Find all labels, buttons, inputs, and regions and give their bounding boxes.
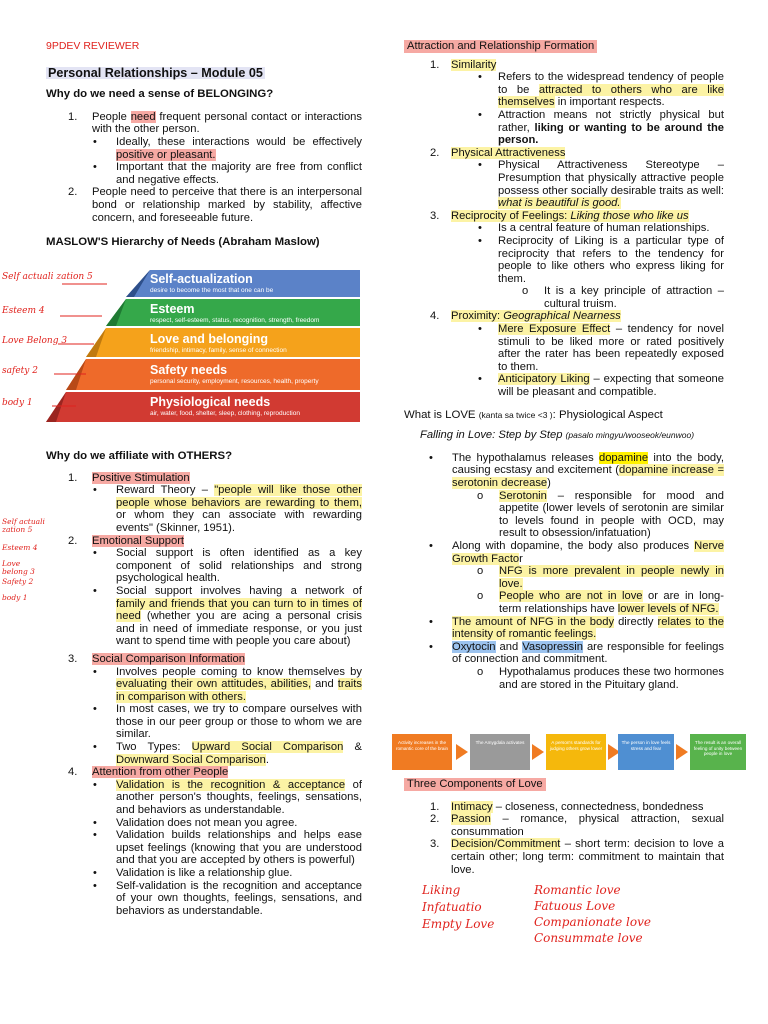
text: Physical Attractiveness Stereotype – Presumption that physically attractive people possess other socially desirable traits as well:	[498, 159, 724, 197]
list-item: 1. Positive Stimulation	[68, 471, 190, 484]
text: The hypothalamus releases	[452, 451, 599, 464]
flow-arrow	[456, 744, 468, 760]
list-item: o It is a key principle of attraction – cultural truism.	[404, 285, 724, 310]
text: – short term: decision to love a certain other; long term: commitment to maintain that love.	[451, 838, 724, 876]
text: – responsible for mood and appetite (lower levels of serotonin are similar to levels found in people with OCD, may result to obsession/infatuation)	[499, 489, 724, 540]
highlight: dopamine increase = serotonin decrease	[452, 464, 724, 489]
hand-note: body 1	[2, 593, 28, 602]
list-item	[404, 641, 724, 666]
components-heading: Three Components of Love	[404, 778, 546, 791]
list-item: 1. People need frequent personal contact or interactions with the other person.	[68, 110, 362, 136]
hand-note: Esteem 4	[2, 543, 38, 552]
text: – tendency for novel stimuli to be liked more or rated positively after the rater has been repeatedly exposed to them.	[498, 323, 724, 373]
left-column	[46, 40, 362, 249]
tier-label: Love and belonging	[150, 332, 269, 346]
list-item: • In most cases, we try to compare ourselves with those in our peer group or those to whom we are similar.	[46, 703, 362, 741]
text: and	[495, 640, 523, 653]
text: of another person's thoughts, feelings, sensations, and behaviors as understandable.	[116, 778, 362, 817]
flow-arrow	[532, 744, 544, 760]
highlight: need	[130, 110, 156, 123]
list-item: 2. People need to perceive that there is an interpersonal bond or relationship marked by stability, affective concern, and foreseeable future.	[68, 186, 362, 224]
highlight: Social Comparison Information	[92, 652, 245, 665]
small-text: (kanta sa twice <3 )	[478, 409, 553, 420]
list-item	[404, 590, 724, 615]
tier-label: Self-actualization	[150, 272, 253, 286]
text: and	[311, 678, 338, 691]
highlight: Serotonin	[499, 489, 547, 502]
tier-desc: friendship, intimacy, family, sense of connection	[150, 347, 287, 354]
text: Two Types:	[116, 741, 192, 754]
list-item: • Is a central feature of human relationships.	[404, 222, 724, 235]
highlight: Upward Social Comparison	[191, 741, 344, 754]
list-item	[46, 585, 362, 648]
list-item: 3. Decision/Commitment – short term: decision to love a certain other; long term: commitment to maintain that love.	[430, 838, 724, 876]
attraction-heading: Attraction and Relationship Formation	[404, 40, 597, 53]
highlight: Intimacy	[451, 800, 493, 813]
text: &	[343, 741, 362, 754]
text: Involves people coming to know themselves by	[116, 665, 362, 678]
list-item: • Validation is like a relationship glue.	[46, 867, 362, 880]
tier-desc: air, water, food, shelter, sleep, clothing, reproduction	[150, 410, 300, 417]
text: Reciprocity of Feelings:	[451, 209, 571, 222]
list-item	[404, 490, 724, 540]
text: : Physiological Aspect	[552, 408, 663, 421]
affiliate-heading: Why do we affiliate with OTHERS?	[46, 450, 233, 462]
highlight: Vasopressin	[522, 640, 583, 653]
highlight: NFG is more prevalent in people newly in love.	[499, 565, 724, 590]
list-item: • Social support is often identified as a key component of solid relationships and strong psychological health.	[46, 547, 362, 585]
highlight: Decision/Commitment	[451, 838, 561, 851]
tier-label: Safety needs	[150, 363, 228, 377]
list-item: • Reciprocity of Liking is a particular type of reciprocity that refers to the tendency for people to like others who express liking for them.	[404, 235, 724, 285]
list-item	[404, 159, 724, 209]
highlight: Physical Attractiveness	[451, 146, 566, 159]
bold-text: liking or wanting to be around the person.	[498, 121, 724, 147]
page-title: Personal Relationships – Module 05	[48, 65, 263, 80]
list-item: • Self-validation is the recognition and acceptance of your own thoughts, feelings, sensations, and behaviors as understandable.	[46, 880, 362, 918]
italic-text: Falling in Love: Step by Step	[420, 429, 566, 442]
tier-desc: personal security, employment, resources, health, property	[150, 378, 319, 385]
hand-note: Infatuatio	[422, 900, 482, 914]
hand-note: Self actuali zation 5	[2, 272, 93, 282]
highlight: The amount of NFG in the body	[452, 615, 615, 628]
hand-note: Companionate love	[534, 915, 651, 929]
highlight: Anticipatory Liking	[498, 373, 590, 386]
belonging-list	[46, 111, 362, 224]
highlight: family and friends that you can turn to in times of need	[116, 597, 362, 623]
list-item: o Hypothalamus produces these two hormones and are stored in the Pituitary gland.	[404, 666, 724, 691]
list-item	[46, 136, 362, 161]
list-item: 2. Physical Attractiveness	[430, 146, 566, 159]
list-item: 2. Passion – romance, physical attraction, sexual consummation	[430, 813, 724, 838]
hand-note: Empty Love	[422, 917, 495, 931]
tier-label: Physiological needs	[150, 395, 271, 409]
list-item: 1. Similarity	[430, 58, 497, 71]
hand-lines	[2, 272, 112, 412]
list-item: 4. Attention from other People	[68, 766, 229, 779]
list-item	[46, 484, 362, 534]
tier-desc: respect, self-esteem, status, recognition, strength, freedom	[150, 317, 320, 324]
highlight: attracted to others who are like themselves	[498, 83, 724, 109]
highlight: Passion	[451, 813, 491, 826]
highlight: positive or pleasant.	[116, 148, 216, 161]
hand-note: Consummate love	[534, 931, 643, 945]
list-item	[404, 109, 724, 147]
list-item	[46, 666, 362, 704]
right-column	[404, 40, 724, 691]
text: People	[92, 110, 131, 123]
highlight: lower levels of NFG.	[617, 602, 719, 615]
belonging-heading: Why do we need a sense of BELONGING?	[46, 88, 274, 101]
tier-label: Esteem	[150, 302, 195, 316]
highlight: Emotional Support	[92, 534, 185, 547]
italic-text: Geographical Nearness	[503, 310, 621, 323]
list-item	[404, 71, 724, 109]
affiliate-section	[46, 450, 362, 917]
list-item: 2. Emotional Support	[68, 534, 185, 547]
flow-step: The person in love feels stress and fear	[618, 734, 674, 770]
highlight: People who are not in love	[499, 590, 643, 603]
list-item: • Validation does not mean you agree.	[46, 817, 362, 830]
text: Ideally, these interactions would be effectively	[116, 135, 362, 148]
list-item	[404, 616, 724, 641]
text: )	[547, 477, 551, 489]
text: frequent personal contact or interactions with the other person.	[92, 110, 362, 136]
hand-note: Love belong 3	[2, 559, 35, 576]
list-item	[404, 323, 724, 373]
handwritten-love-types-right	[534, 882, 651, 946]
list-item: • Important that the majority are free from conflict and negative effects.	[46, 161, 362, 186]
doc-header: 9PDEV REVIEWER	[46, 40, 140, 52]
highlight: dopamine	[598, 451, 649, 464]
list-item: 3. Reciprocity of Feelings: Liking those who like us	[430, 209, 689, 222]
hand-note: Safety 2	[2, 577, 34, 586]
text: into the body, causing ecstasy and excitement (	[452, 451, 725, 477]
highlight: traits in comparison with others.	[116, 678, 362, 703]
hand-note: Esteem 4	[2, 306, 45, 316]
hand-note: Self actuali zation 5	[2, 517, 45, 534]
list-item: 4. Proximity: Geographical Nearness	[430, 310, 621, 323]
list-item: 1. Intimacy – closeness, connectedness, bondedness	[430, 800, 704, 813]
text: Attraction means not strictly physical but rather,	[498, 108, 724, 134]
text: Social support involves having a network of	[116, 584, 362, 597]
text: Proximity:	[451, 310, 504, 323]
highlight: relates to the intensity of romantic feelings.	[452, 615, 724, 641]
hand-note: body 1	[2, 398, 33, 408]
flow-step: Activity increases in the romantic core of the brain	[392, 734, 452, 770]
flow-step: A person's standards for judging others grow lower	[546, 734, 606, 770]
list-item	[46, 741, 362, 766]
flow-arrow	[676, 744, 688, 760]
hand-note: Romantic love	[534, 883, 621, 897]
love-subheading	[404, 429, 724, 442]
list-item	[46, 779, 362, 817]
hand-note: safety 2	[2, 366, 38, 376]
list-item	[404, 565, 724, 590]
highlight: Validation is the recognition & acceptance	[116, 778, 346, 791]
text: Refers to the widespread tendency of people to be	[498, 71, 724, 96]
highlight: evaluating their own attitudes, abilities,	[116, 678, 312, 691]
italic-text: Liking those who like us	[570, 209, 689, 222]
hand-note: Fatuous Love	[534, 899, 616, 913]
list-item	[404, 540, 724, 565]
highlight: Positive Stimulation	[92, 471, 190, 484]
highlight: Similarity	[451, 58, 497, 71]
tier-desc: desire to become the most that one can be	[150, 287, 274, 294]
list-item	[404, 452, 724, 490]
text: People need to perceive that there is an interpersonal bond or relationship marked by stability, affective concern, and foreseeable future.	[92, 186, 362, 224]
highlight: Mere Exposure Effect	[498, 323, 611, 336]
highlight: what is beautiful is good.	[498, 197, 621, 210]
list-item	[404, 373, 724, 398]
maslow-heading: MASLOW'S Hierarchy of Needs (Abraham Maslow)	[46, 236, 320, 249]
text: – expecting that someone will be pleasant and compatible.	[498, 373, 724, 399]
highlight: Oxytocin	[452, 640, 496, 653]
components-section	[404, 778, 724, 876]
small-text: (pasalo mingyu/wooseok/eunwoo)	[565, 430, 695, 441]
highlight: Downward Social Comparison	[116, 753, 266, 766]
text: are responsible for feelings of connection and commitment.	[452, 640, 724, 666]
text: .	[265, 753, 269, 766]
list-item: 3. Social Comparison Information	[68, 652, 245, 665]
list-item: • Validation builds relationships and helps ease upset feelings (knowing that you are understood and that you are accepted by others is powerful)	[46, 829, 362, 867]
love-heading	[404, 409, 724, 422]
flow-step: The result is an overall feeling of unity between people in love	[690, 734, 746, 770]
highlight: "people will like those other people whose behaviors are rewarding to them,	[116, 484, 362, 509]
text: r	[519, 552, 523, 565]
hand-note: Love Belong 3	[2, 336, 68, 346]
text: directly	[614, 615, 658, 628]
flow-step: The Amygdala activates	[470, 734, 530, 770]
text: or whom they can associate with rewarding events" (Skinner, 1951).	[116, 509, 362, 534]
handwritten-love-types-left	[422, 882, 494, 933]
hand-note: Liking	[422, 883, 461, 897]
text: Along with dopamine, the body also produces	[452, 539, 695, 552]
text: What is LOVE	[404, 408, 479, 421]
highlight: Nerve Growth Facto	[452, 539, 724, 565]
text: Reward Theory –	[116, 484, 215, 497]
highlight: Attention from other People	[92, 766, 229, 779]
text: – closeness, connectedness, bondedness	[492, 800, 704, 813]
text: in important respects.	[554, 96, 665, 109]
text: (whether you are acing a personal crisis and in need of immediate response, or you just want to spend time with people you care about)	[116, 610, 362, 648]
text: or are in long-term relationships have	[499, 590, 724, 615]
text: – romance, physical attraction, sexual consummation	[451, 813, 724, 838]
